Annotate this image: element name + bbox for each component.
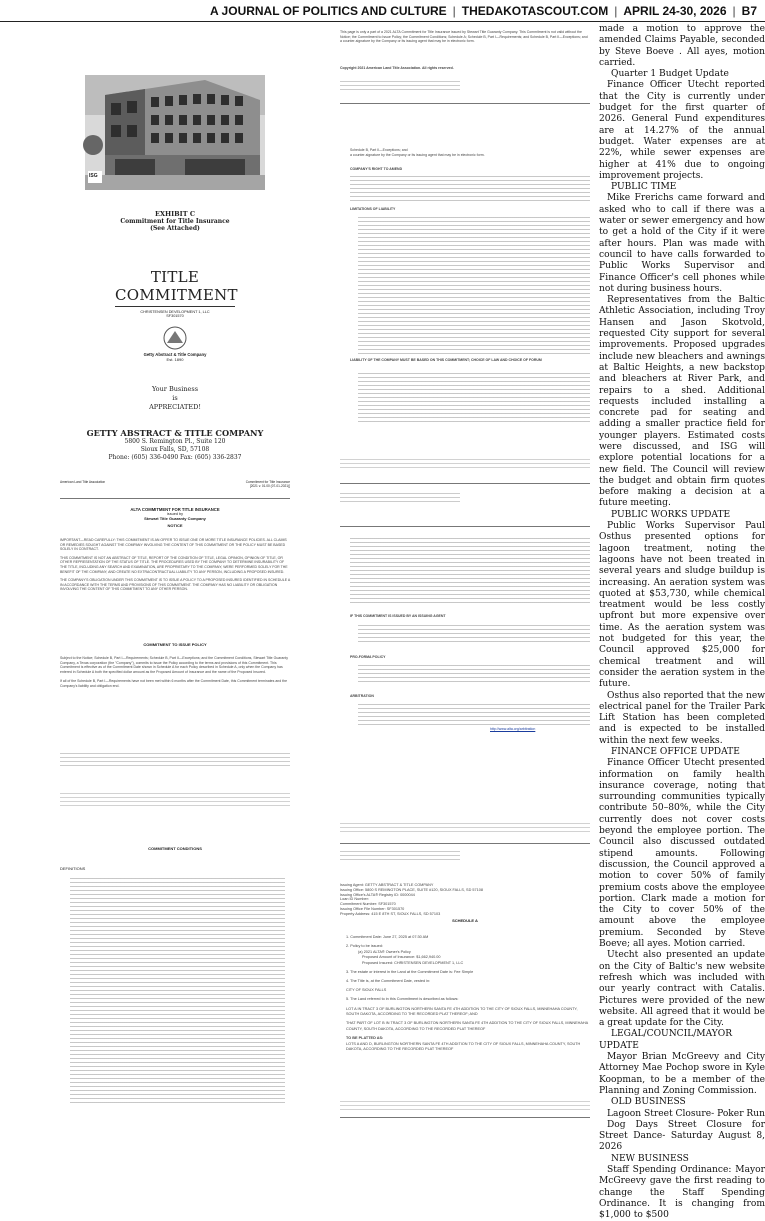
company-address-1: 5800 S. Remington Pl., Suite 120 (124, 438, 226, 445)
exhibit-block (60, 210, 290, 232)
article-paragraph: Osthus also reported that the new electrical panel for the Trailer Park Lift Station has been completed and is expected to be installed within the next few weeks. (599, 690, 765, 746)
subheading: OLD BUSINESS (611, 1097, 686, 1108)
left-scanned-column (60, 60, 290, 1130)
article-paragraph: Mayor Brian McGreevy and City Attorney Mae Pochop swore in Kyle Koopman, to be a member of the Planning and Zoning Commission. (599, 1052, 765, 1096)
article-paragraph: Mike Frerichs came forward and asked who to call if there was a water or sewer emergency and how to get a hold of the City if it were after hours. Plan was made with council to have calls forwarded to Public Works Supervisor and Finance Officer's cell phones while not during business hours. (599, 193, 765, 294)
exhibit-subtitle: Commitment for Title Insurance (120, 218, 230, 225)
conditions-heading: COMMITMENT CONDITIONS (148, 846, 202, 851)
definitions-heading: DEFINITIONS (60, 866, 86, 871)
commitment-to-issue-heading: COMMITMENT TO ISSUE POLICY (143, 642, 207, 647)
subheading: NEW BUSINESS (611, 1153, 689, 1164)
middle-scanned-column (340, 30, 590, 1130)
getty-small-block (60, 352, 290, 362)
section-4-heading: COMPANY'S RIGHT TO AMEND (350, 167, 403, 171)
file-number: SF301570 (166, 314, 184, 318)
subheading: FINANCE OFFICE UPDATE (611, 747, 740, 757)
company-address-2: Sioux Falls, SD, 57108 (140, 446, 210, 453)
masthead: A JOURNAL OF POLITICS AND CULTURE | THEDAKOTASCOUT.COM | APRIL 24-30, 2026 | B7 (0, 0, 765, 22)
items-hi: Schedule B, Part II—Exceptions; and a counter-signature by the Company or its issuing agent that may be in electronic form. (350, 148, 485, 157)
masthead-date: APRIL 24-30, 2026 (623, 3, 727, 18)
article-paragraph: Finance Officer Utecht reported that the City is currently under budget for the first quarter of 2026. General Fund expenditures are at 14.27% of the annual budget. Water expenses are at 22%, while sewer expenses are higher at 41% due to ongoing improvement projects. (599, 80, 765, 181)
section-9-heading: ARBITRATION (350, 694, 374, 698)
section-5-heading: LIMITATIONS OF LIABILITY (350, 207, 396, 211)
commitment-text: Subject to the Notice; Schedule B, Part I—Requirements; Schedule B, Part II—Exceptions; and the Commitment Conditions, Stewart Title Guaranty Company, a Texas corporation (the "Company"), commits to issue the Policy according to the terms and provisions of this Commitment. This Commitment is effective as of the Commitment Date shown in Schedule A for each Policy described in Schedule A, only when the Company has entered in Schedule A both the specified dollar amount as the Proposed Amount of Insurance and the name of the Proposed Insured. If all of the Schedule B, Part I—Requirements have not been met within 6 months after the Commitment Date, this Commitment terminates and the Company's liability and obligation end. (60, 656, 288, 688)
article-paragraph: Public Works Supervisor Paul Osthus presented options for lagoon treatment, noting the lagoons have not been treated in several years and sludge buildup is increasing. An aeration system was quoted at $53,730, while chemical treatment would be less costly upfront but more expensive over time. As the aeration system was not budgeted for this year, the Council approved $25,000 for chemical treatment and will consider the aeration system in the future. (599, 521, 765, 690)
subheading: PUBLIC WORKS UPDATE (611, 509, 731, 520)
company-big-name: GETTY ABSTRACT & TITLE COMPANY (86, 428, 264, 438)
masthead-tagline: A JOURNAL OF POLITICS AND CULTURE (210, 3, 447, 18)
section-8-heading: PRO-FORMA POLICY (350, 655, 386, 659)
header-note: This page is only a part of a 2021 ALTA Commitment for Title Insurance issued by Stewart Title Guaranty Company. This Commitment is not valid without the Notice; the Commitment to Issue Policy; the Commitment Conditions; Schedule A; Schedule B, Part I—Requirements; and Schedule B, Part II—Exceptions; and a counter-signature by the Company or its issuing agent that may be in electronic form. (340, 30, 588, 44)
alta-footer-1: American Land Title Association Commitment for Title Insurance [2021 v. 01.00 (07-01-2021)] (60, 480, 290, 488)
article-paragraph: Utecht also presented an update on the City of Baltic's new website refresh which was included with our yearly contract with Catalis. Pictures were provided of the new website. All agreed that it would be a great update for the City. (599, 950, 765, 1029)
subheading: Quarter 1 Budget Update (611, 69, 729, 80)
subheading: LEGAL/COUNCIL/MAYOR UPDATE (599, 1029, 733, 1051)
meeting-minutes-column (599, 24, 765, 1221)
masthead-site: THEDAKOTASCOUT.COM (461, 3, 609, 18)
title-commitment-heading: TITLE COMMITMENT CHRISTENSEN DEVELOPMENT 1, LLC SF301570 (115, 268, 238, 318)
exhibit-label: EXHIBIT C (155, 210, 195, 218)
company-est: Est. 1890 (166, 357, 184, 362)
client-name: CHRISTENSEN DEVELOPMENT 1, LLC (140, 310, 210, 314)
company-phone: Phone: (605) 336-0490 Fax: (605) 336-2837 (108, 454, 242, 461)
building-photo (85, 75, 265, 190)
section-7-heading: IF THIS COMMITMENT IS ISSUED BY AN ISSUING AGENT (350, 614, 446, 618)
copyright-line: Copyright 2021 American Land Title Association. All rights reserved. (340, 66, 454, 70)
photo-badge: ISG (89, 173, 98, 179)
alta-notice-header: ALTA COMMITMENT FOR TITLE INSURANCE issued by Stewart Title Guaranty Company NOTICE (130, 507, 220, 528)
article-paragraph: Representatives from the Baltic Athletic Association, including Troy Hansen and Jason Skotvold, requested City support for several improvements. Proposed upgrades include new bleachers and awnings at Baltic Heights, a new backstop and bleachers at River Park, and repairs to a shed. Additional requests included installing a concrete pad for seating and adding a smaller practice field for younger players. Estimated costs were discussed, and ISG will explore potential locations for a new field. The Council will review the budget and obtain firm quotes before making a decision at a future meeting. (599, 295, 765, 509)
getty-logo (158, 325, 192, 351)
notice-text: IMPORTANT—READ CAREFULLY: THIS COMMITMENT IS AN OFFER TO ISSUE ONE OR MORE TITLE INSURANCE POLICIES. ALL CLAIMS OR REMEDIES SOUGHT AGAINST THE COMPANY INVOLVING THE CONTENT OF THIS COMMITMENT OR THE POLICY MUST BE BASED SOLELY IN CONTRACT. THIS COMMITMENT IS NOT AN ABSTRACT OF TITLE, REPORT OF THE CONDITION OF TITLE, LEGAL OPINION, OPINION OF TITLE, OR OTHER REPRESENTATION OF THE STATUS OF TITLE. THE PROCEDURES USED BY THE COMPANY TO DETERMINE INSURABILITY OF THE TITLE, INCLUDING ANY SEARCH AND EXAMINATION, ARE PROPRIETARY TO THE COMPANY, WERE PERFORMED SOLELY FOR THE BENEFIT OF THE COMPANY, AND CREATE NO EXTRACONTRACTUAL LIABILITY TO ANY PERSON, INCLUDING A PROPOSED INSURED. THE COMPANY'S OBLIGATION UNDER THIS COMMITMENT IS TO ISSUE A POLICY TO A PROPOSED INSURED IDENTIFIED IN SCHEDULE A IN ACCORDANCE WITH THE TERMS AND PROVISIONS OF THIS COMMITMENT. THE COMPANY HAS NO LIABILITY OR OBLIGATION INVOLVING THE CONTENT OF THIS COMMITMENT TO ANY OTHER PERSON. (60, 538, 290, 592)
article-paragraph: Lagoon Street Closure- Poker Run (607, 1108, 765, 1119)
masthead-page-number: B7 (741, 3, 757, 18)
exhibit-note: (See Attached) (150, 225, 200, 232)
building-illustration (85, 75, 265, 190)
article-paragraph: Dog Days Street Closure for Street Dance- Saturday August 8, 2026 (599, 1119, 765, 1153)
subheading: PUBLIC TIME (611, 182, 677, 193)
appreciation-block: Your Business is APPRECIATED! (149, 385, 201, 411)
section-6-heading: LIABILITY OF THE COMPANY MUST BE BASED ON THIS COMMITMENT; CHOICE OF LAW AND CHOICE OF FORUM (350, 358, 542, 362)
issuing-agent-block: Issuing Agent: GETTY ABSTRACT & TITLE COMPANY Issuing Office: 5800 S REMINGTON PLACE, SUITE #120, SIOUX FALLS, SD 57108 Issuing Office's ALTA® Registry ID: 0000044 Loan ID Number: Commitment Number: SF301570 Issuing Office File Number: SF301570 Property Address: 415 E 8TH ST, SIOUX FALLS, SD 57103 (340, 883, 483, 916)
schedule-a-items: 1. Commitment Date: June 27, 2025 at 07:30 AM 2. Policy to be issued: (a) 2021 ALTA® Owner's Policy Proposed Amount of Insurance: $1,662,940.00 Proposed Insured: CHRISTENSEN DEVELOPMENT 1, LLC 3. The estate or interest in the Land at the Commitment Date is: Fee Simple 4. The Title is, at the Commitment Date, vested in: CITY OF SIOUX FALLS 5. The Land referred to in this Commitment is described as follows: LOT A IN TRACT 3 OF BURLINGTON NORTHERN SANTA FE 4TH ADDITION TO THE CITY OF SIOUX FALLS, MINNEHAHA COUNTY, SOUTH DAKOTA, ACCORDING TO THE RECORDED PLAT THEREOF; AND THAT PART OF LOT B IN TRACT 3 OF BURLINGTON NORTHERN SANTA FE 4TH ADDITION TO THE CITY OF SIOUX FALLS, MINNEHAHA COUNTY, SOUTH DAKOTA, ACCORDING TO THE RECORDED PLAT THEREOF TO BE PLATTED AS: LOTS A AND D, BURLINGTON NORTHERN SANTA FE 4TH ADDITION TO THE CITY OF SIOUX FALLS, MINNEHAHA COUNTY, SOUTH DAKOTA, ACCORDING TO THE RECORDED PLAT THEREOF (346, 935, 588, 1052)
article-paragraph: Finance Officer Utecht presented information on family health insurance coverage, noting that surrounding communities typically contribute 50–80%, while the City currently does not cover costs beyond the employee portion. The Council also discussed outdated stipend amounts. Following discussion, the Council approved a motion to cover 50% of family premium costs above the employee portion. Clark made a motion for the City to cover 50% of the amount above the employee premium. Seconded by Steve Boeve; all ayes. Motion carried. (599, 758, 765, 950)
company-contact-block (60, 428, 290, 462)
company-small-name: Getty Abstract & Title Company (143, 352, 207, 357)
arbitration-link[interactable]: http://www.alta.org/arbitration (490, 727, 536, 731)
getty-logo-icon (158, 325, 192, 351)
article-paragraph: Staff Spending Ordinance: Mayor McGreevy gave the first reading to change the Staff Spending Ordinance. It is changing from $1,000 to $500 (599, 1164, 765, 1221)
schedule-a-heading: SCHEDULE A (452, 918, 478, 923)
article-paragraph: made a motion to approve the amended Claims Payable, seconded by Steve Boeve . All ayes, motion carried. (599, 24, 765, 68)
